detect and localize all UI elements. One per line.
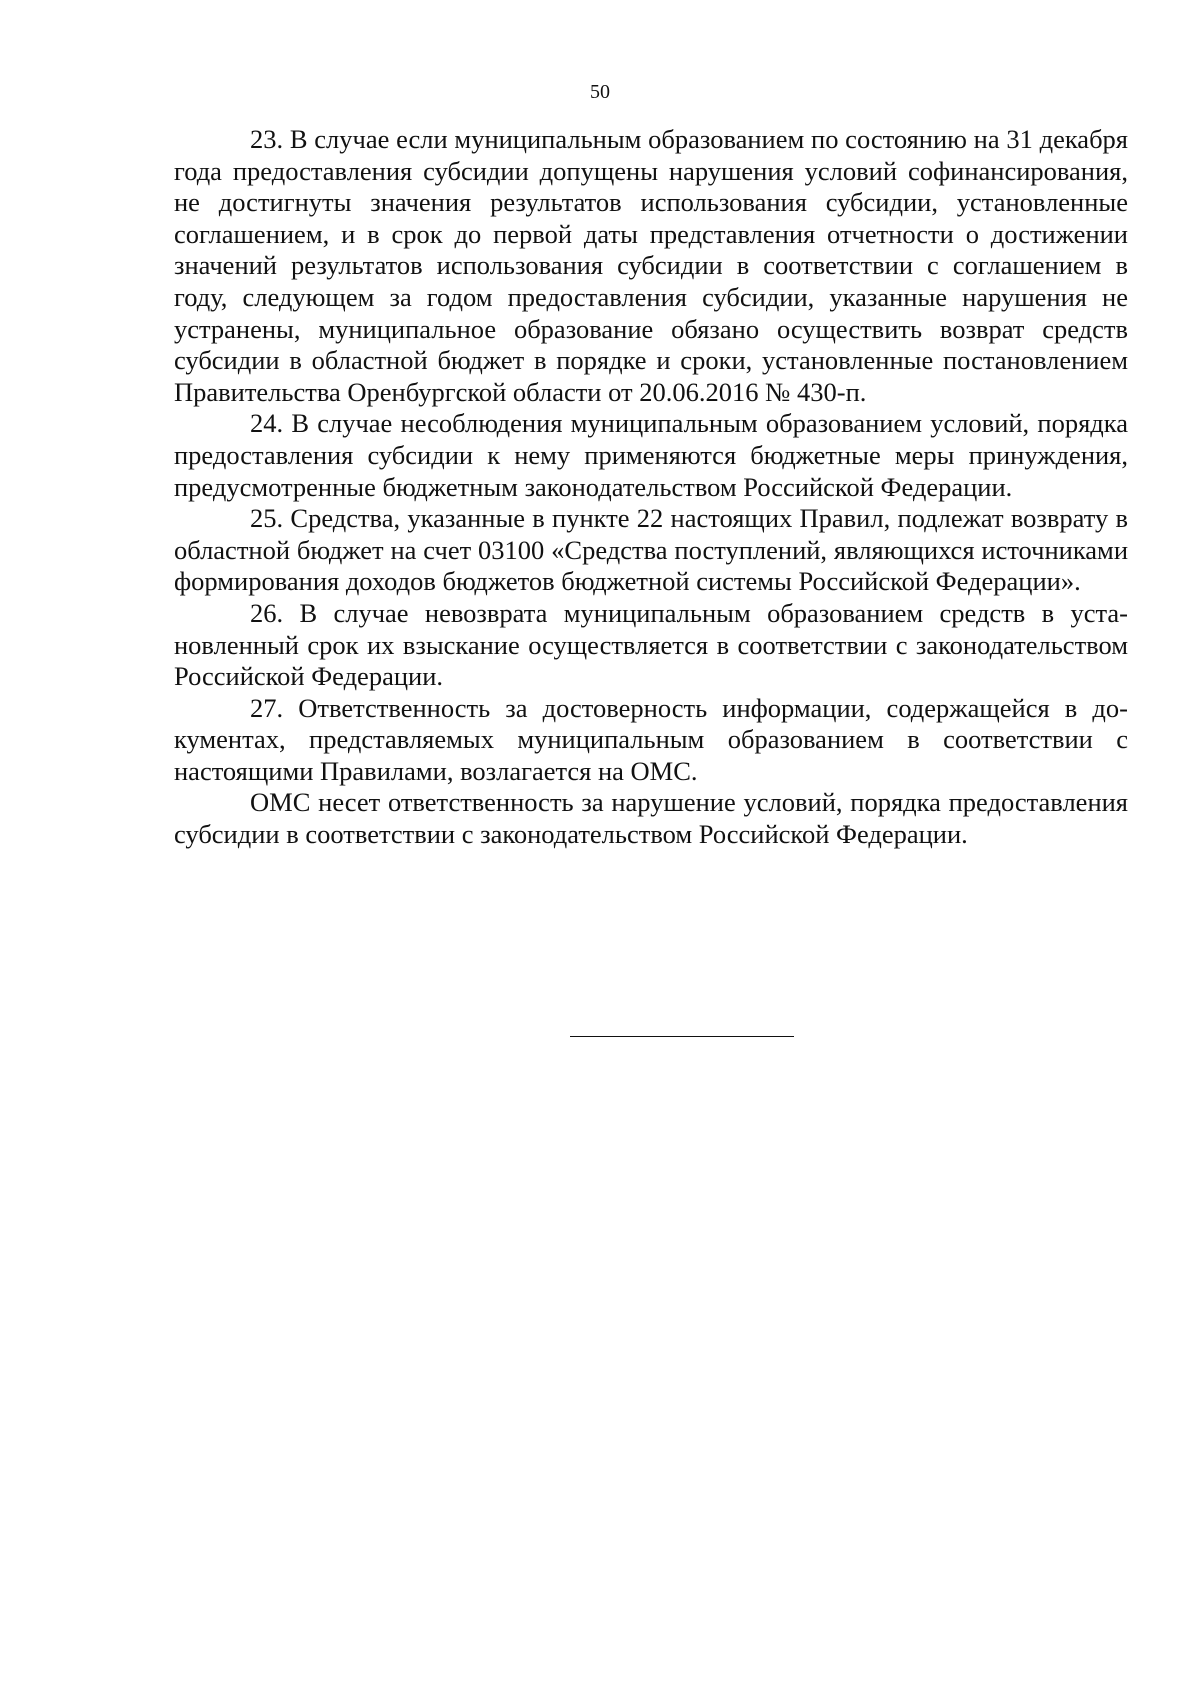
paragraph-24: 24. В случае несоблюдения муниципальным образованием условий, порядка предоставления субсидии к нему применяются бюджетные меры принуждения, предусмотренные бюджетным законодательством Российской Федерации.: [174, 408, 1128, 502]
page-number: 50: [590, 81, 610, 103]
paragraph-23: 23. В случае если муниципальным образованием по состоянию на 31 декабря года предоставления субсидии допущены нарушения условий софинансирования, не достигнуты значения результатов использования субсидии, установленные соглашением, и в срок до первой даты представления отчетности о достижении значений результатов использования субсидии в соответствии с соглашением в году, следующем за годом предоставления субсидии, указанные нарушения не устранены, муниципальное образование обязано осуществить возврат средств субсидии в областной бюджет в порядке и сроки, установленные постановлением Правительства Оренбургской области от 20.06.2016 № 430-п.: [174, 124, 1128, 407]
paragraph-27: 27. Ответственность за достоверность информации, содержащейся в документах, представляемых муниципальным образованием в соответствии с настоящими Правилами, возлагается на ОМС.: [174, 692, 1128, 786]
paragraph-26: 26. В случае невозврата муниципальным образованием средств в установленный срок их взыскание осуществляется в соответствии с законодательством Российской Федерации.: [174, 597, 1128, 692]
paragraph-oms-responsibility: ОМС несет ответственность за нарушение условий, порядка предоставления субсидии в соответствии с законодательством Российской Федерации.: [174, 787, 1128, 850]
document-body: [174, 124, 1128, 851]
paragraph-25: 25. Средства, указанные в пункте 22 настоящих Правил, подлежат возврату в областной бюджет на счет 03100 «Средства поступлений, являющихся источниками формирования доходов бюджетов бюджетной системы Российской Федерации».: [174, 503, 1128, 597]
end-separator-line: [570, 1036, 794, 1037]
